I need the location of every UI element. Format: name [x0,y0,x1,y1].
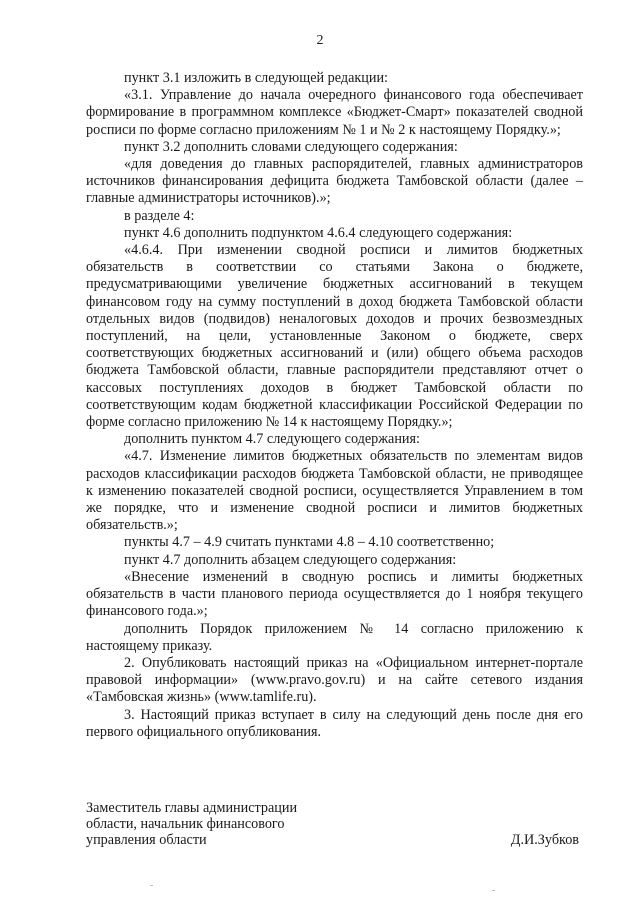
paragraph: пункт 4.7 дополнить абзацем следующего содержания: [124,551,457,568]
signatory-name: Д.И.Зубков [510,832,579,848]
paragraph: «Внесение изменений в сводную роспись и лимиты бюджетных обязательств в части планового периода осуществляется до 1 ноября текущего финансового года.»; [86,568,583,620]
signature-block [86,800,583,848]
paragraph: пункт 3.2 дополнить словами следующего содержания: [124,138,458,155]
paragraph: дополнить Порядок приложением № 14 согласно приложению к настоящему приказу. [86,620,583,654]
paragraph: «4.7. Изменение лимитов бюджетных обязательств по элементам видов расходов классификации расходов бюджета Тамбовской области, не приводящее к изменению показателей сводной росписи, осуществляется Управлением в том же порядке, что и изменение сводной росписи и лимитов бюджетных обязательств.»; [86,448,583,534]
paragraph: пункты 4.7 – 4.9 считать пунктами 4.8 – 4.10 соответственно; [124,534,495,551]
paragraph: 3. Настоящий приказ вступает в силу на следующий день после дня его первого официального опубликования. [86,706,583,740]
paragraph: «4.6.4. При изменении сводной росписи и лимитов бюджетных обязательств в соответствии со статьями Закона о бюджете, предусматривающими увеличение бюджетных ассигнований в текущем финансовом году на сумму поступлений в доход бюджета Тамбовской области отдельных видов (подвидов) неналоговых доходов и прочих безвозмездных поступлений, на цели, установленные Законом о бюджете, сверх соответствующих бюджетных ассигнований и (или) общего объема расходов бюджета Тамбовской области, главные распорядители представляют отчет о кассовых поступлениях доходов в бюджет Тамбовской области по соответствующим кодам бюджетной классификации Российской Федерации по форме согласно приложению № 14 к настоящему Порядку.»; [86,242,583,431]
paragraph: «3.1. Управление до начала очередного финансового года обеспечивает формирование в программном комплексе «Бюджет-Смарт» показателей сводной росписи по форме согласно приложениям № 1 и № 2 к настоящему Порядку.»; [86,87,583,138]
paragraph: пункт 3.1 изложить в следующей редакции: [124,70,388,86]
signatory-position [86,800,583,848]
signatory-position-line: управления области [86,832,207,848]
document-body [86,70,583,741]
paragraph: пункт 4.6 дополнить подпунктом 4.6.4 следующего содержания: [124,224,513,241]
signatory-position-line: области, начальник финансового [86,816,285,832]
scan-speck [492,890,495,891]
paragraph: в разделе 4: [124,207,195,224]
scan-speck [150,885,153,886]
signatory-position-line: Заместитель главы администрации [86,800,298,816]
page-number: 2 [316,33,324,48]
paragraph: «для доведения до главных распорядителей, главных администраторов источников финансирования дефицита бюджета Тамбовской области (далее – главные администраторы источников).»; [86,156,583,207]
paragraph: 2. Опубликовать настоящий приказ на «Официальном интернет-портале правовой информации» (www.pravo.gov.ru) и на сайте сетевого издания «Тамбовская жизнь» (www.tamlife.ru). [86,654,583,706]
paragraph: дополнить пунктом 4.7 следующего содержания: [124,431,420,448]
